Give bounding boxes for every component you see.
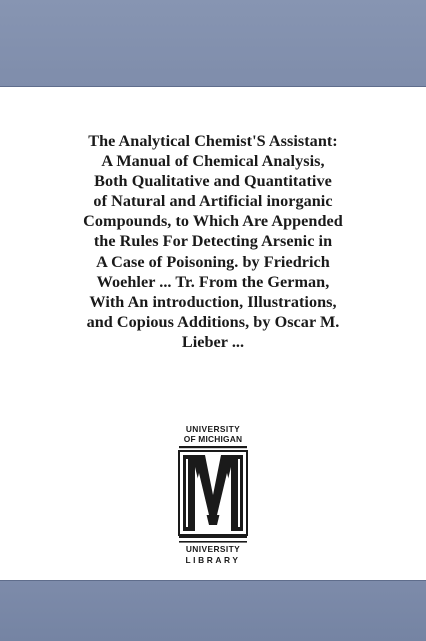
svg-text:UNIVERSITY: UNIVERSITY bbox=[185, 544, 241, 554]
svg-text:UNIVERSITY: UNIVERSITY bbox=[185, 424, 241, 434]
svg-text:LIBRARY: LIBRARY bbox=[185, 555, 241, 565]
book-title: The Analytical Chemist'S Assistant: A Manual of Chemical Analysis, Both Qualitative and Quantitative of Natural and Artificial inorganic Compounds, to Which Are Appended the Rules For Detecting Arsenic in A Case of Poisoning. by Friedrich Woehler ... Tr. From the German, With An introduction, Illustrations, and Copious Additions, by Oscar M. Lieber ... bbox=[83, 132, 343, 351]
svg-text:OF MICHIGAN: OF MICHIGAN bbox=[183, 434, 243, 444]
university-of-michigan-library-seal bbox=[175, 421, 251, 567]
cover-bottom-band bbox=[0, 580, 426, 641]
cover-top-band bbox=[0, 0, 426, 87]
